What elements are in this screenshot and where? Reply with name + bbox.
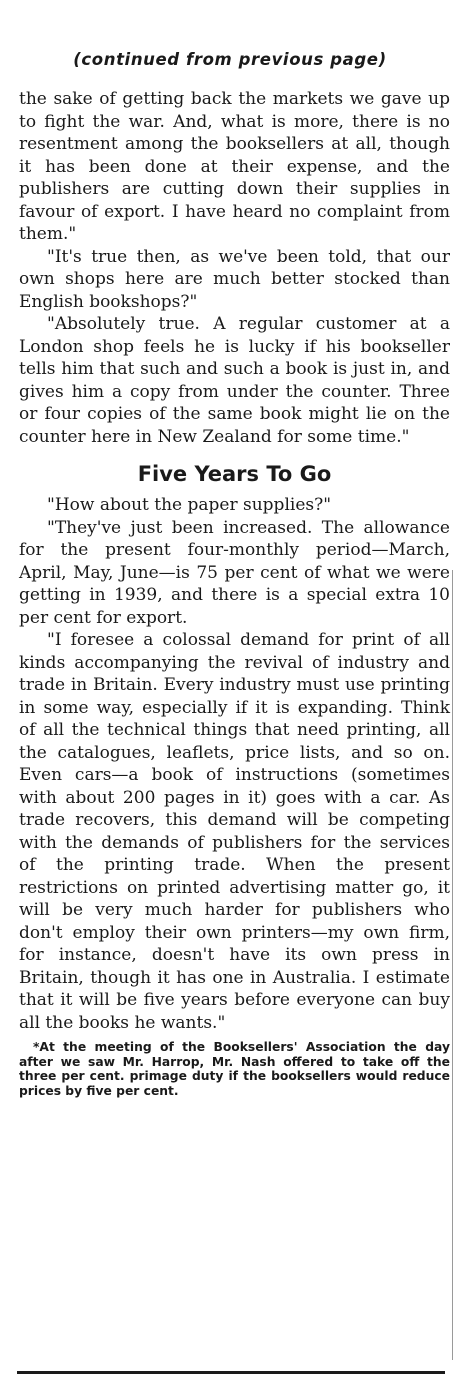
article-column bbox=[19, 88, 450, 1098]
footnote: *At the meeting of the Booksellers' Association the day after we saw Mr. Harrop, Mr. Nash offered to take off the three per cent. primage duty if the booksellers would reduce prices by five per cent. bbox=[19, 1040, 450, 1098]
article-paragraph: "I foresee a colossal demand for print of all kinds accompanying the revival of industry and trade in Britain. Every industry must use printing in some way, especially if it is expanding. Think of all the technical things that need printing, all the catalogues, leaflets, price lists, and so on. Even cars—a book of instructions (sometimes with about 200 pages in it) goes with a car. As trade recovers, this demand will be competing with the demands of publishers for the services of the printing trade. When the present restrictions on printed advertising matter go, it will be very much harder for publishers who don't employ their own printers—my own firm, for instance, doesn't have its own press in Britain, though it has one in Australia. I estimate that it will be five years before everyone can buy all the books he wants." bbox=[19, 630, 450, 1033]
article-paragraph: "It's true then, as we've been told, that our own shops here are much better stocked than English bookshops?" bbox=[19, 246, 450, 312]
bottom-rule bbox=[17, 1371, 445, 1374]
continued-note: (continued from previous page) bbox=[73, 50, 387, 69]
section-heading: Five Years To Go bbox=[137, 462, 332, 486]
article-paragraph: "They've just been increased. The allowance for the present four-monthly period—March, April, May, June—is 75 per cent of what we were getting in 1939, and there is a special extra 10 per cent for export. bbox=[19, 517, 450, 628]
article-paragraph: the sake of getting back the markets we gave up to fight the war. And, what is more, there is no resentment among the booksellers at all, though it has been done at their expense, and the publishers are cutting down their supplies in favour of export. I have heard no complaint from them." bbox=[19, 89, 450, 244]
column-edge-line bbox=[452, 570, 453, 1360]
article-paragraph: "How about the paper supplies?" bbox=[47, 495, 332, 515]
article-paragraph: "Absolutely true. A regular customer at a London shop feels he is lucky if his bookseller tells him that such and such a book is just in, and gives him a copy from under the counter. Three or four copies of the same book might lie on the counter here in New Zealand for some time." bbox=[19, 314, 450, 447]
